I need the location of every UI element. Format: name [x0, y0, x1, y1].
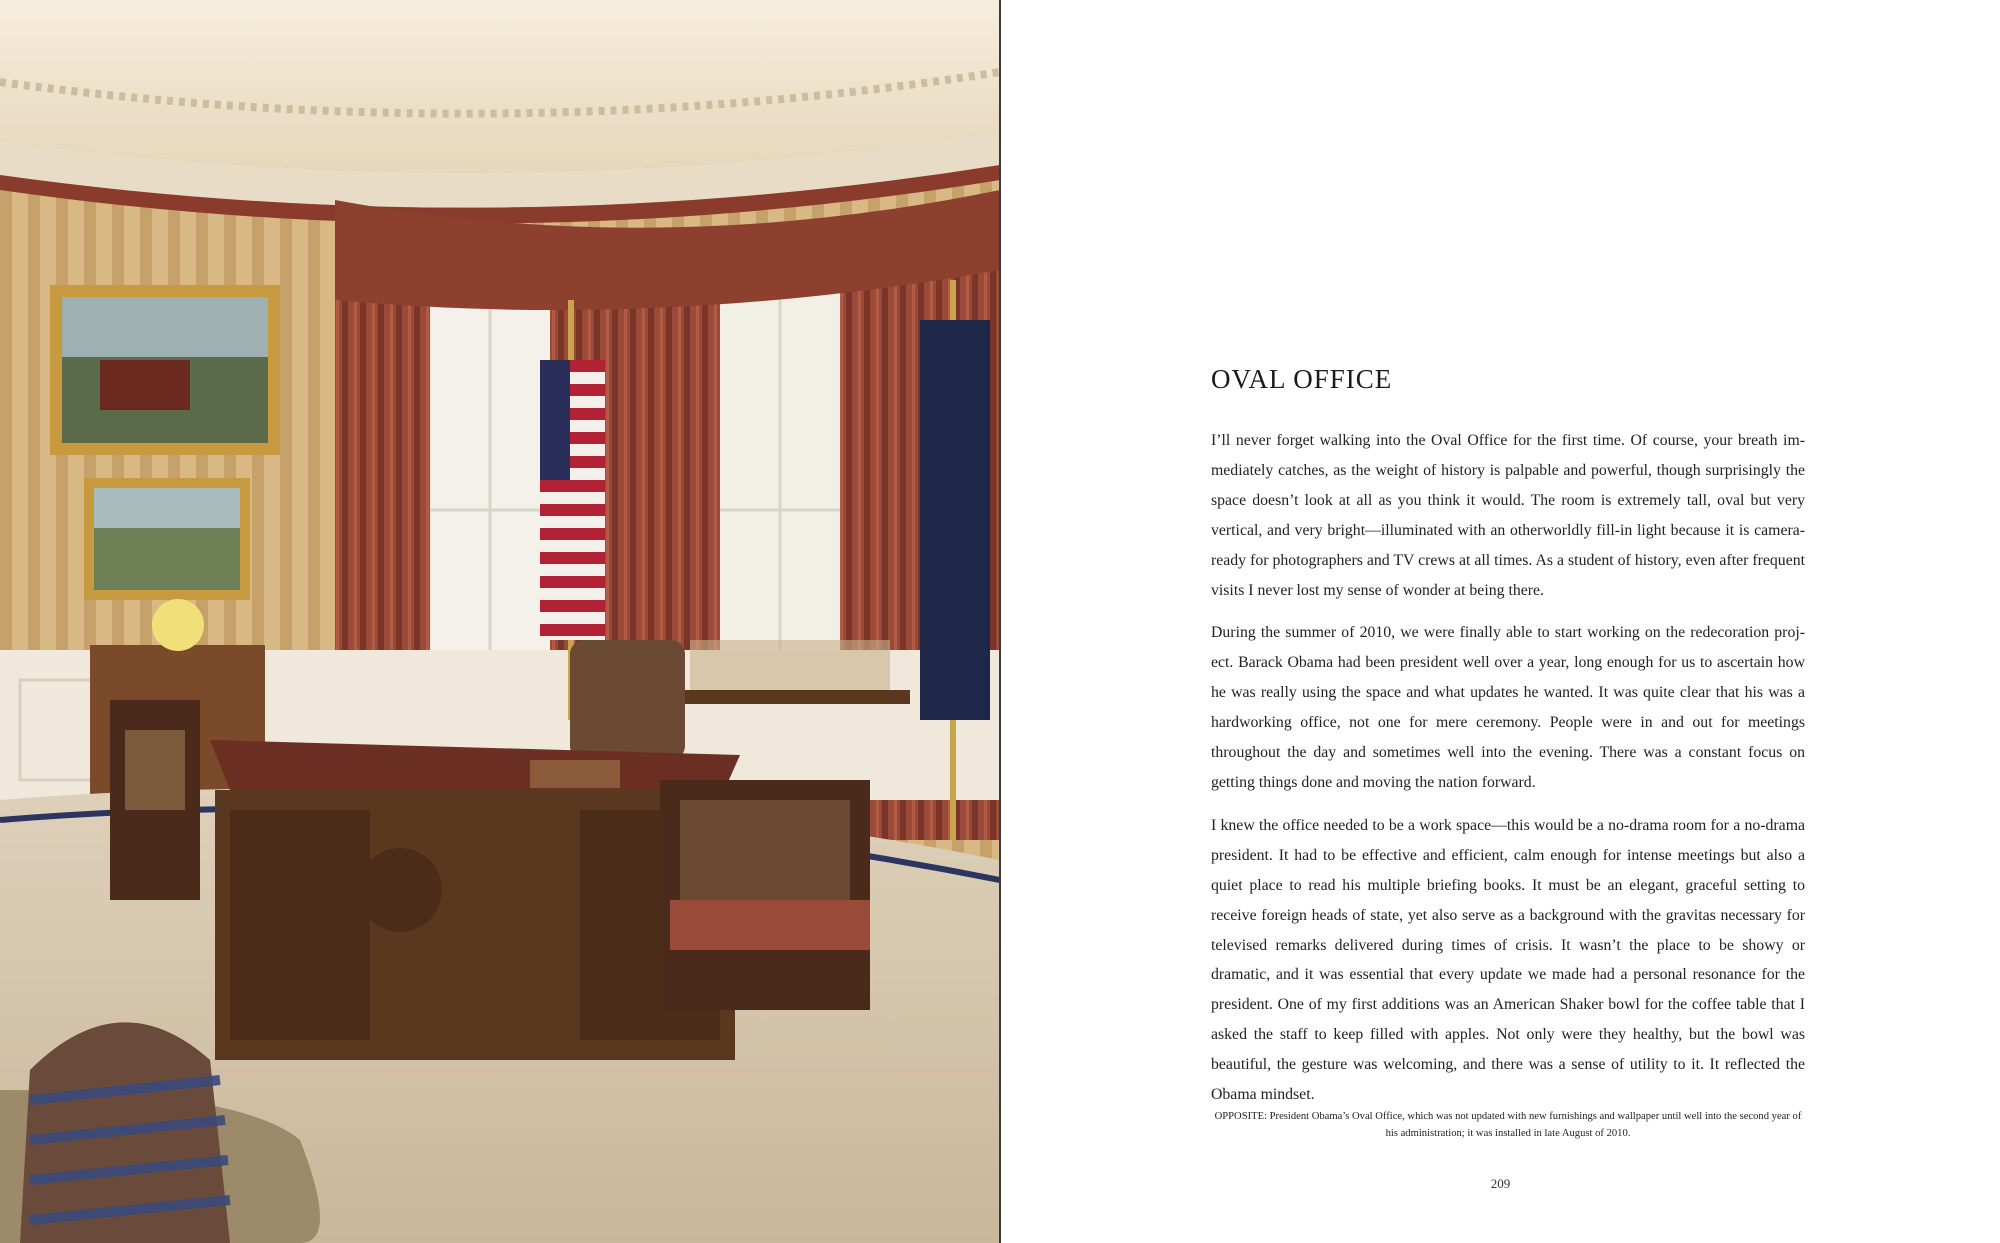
paragraph-2: During the summer of 2010, we were finally able to start working on the redecoration proj-ect. Barack Obama had been president well over a year, long enough for us to ascertain how he was really using the space and what updates he wanted. It was quite clear that his was a hardworking office, not one for mere ceremony. People were in and out for meetings throughout the day and sometimes well into the evening. There was a constant focus on getting things done and moving the nation forward. — [1211, 624, 1805, 791]
page-heading: OVAL OFFICE — [1211, 364, 1393, 394]
paragraph-3: I knew the office needed to be a work space—this would be a no-drama room for a no-drama president. It had to be effective and efficient, calm enough for intense meetings but also a quiet place to read his multiple briefing books. It must be an elegant, graceful setting to receive foreign heads of state, yet also serve as a background with the gravitas necessary for televised remarks delivered during times of crisis. It wasn’t the place to be showy or dramatic, and it was essential that every update we made had a personal resonance for the president. One of my first additions was an American Shaker bowl for the coffee table that I asked the staff to keep filled with apples. Not only were they healthy, but the bowl was beautiful, the gesture was welcoming, and there was a sense of utility to it. It reflected the Obama mindset. — [1211, 816, 1805, 1104]
text-page — [1001, 0, 2000, 1243]
body-text — [1211, 426, 1805, 1123]
photo-caption: OPPOSITE: President Obama’s Oval Office, which was not updated with new furnishings and wallpaper until well into the second year of his administration; it was installed in late August of 2010. — [1214, 1111, 1802, 1139]
page-number: 209 — [1490, 1176, 1511, 1191]
paragraph-1: I’ll never forget walking into the Oval Office for the first time. Of course, your breath im-mediately catches, as the weight of history is palpable and powerful, though surprisingly the space doesn’t look at all as you think it would. The room is extremely tall, oval but very vertical, and very bright—illuminated with an otherworldly fill-in light because it is camera-ready for photographers and TV crews at all times. As a student of history, even after frequent visits I never lost my sense of wonder at being there. — [1211, 432, 1805, 599]
